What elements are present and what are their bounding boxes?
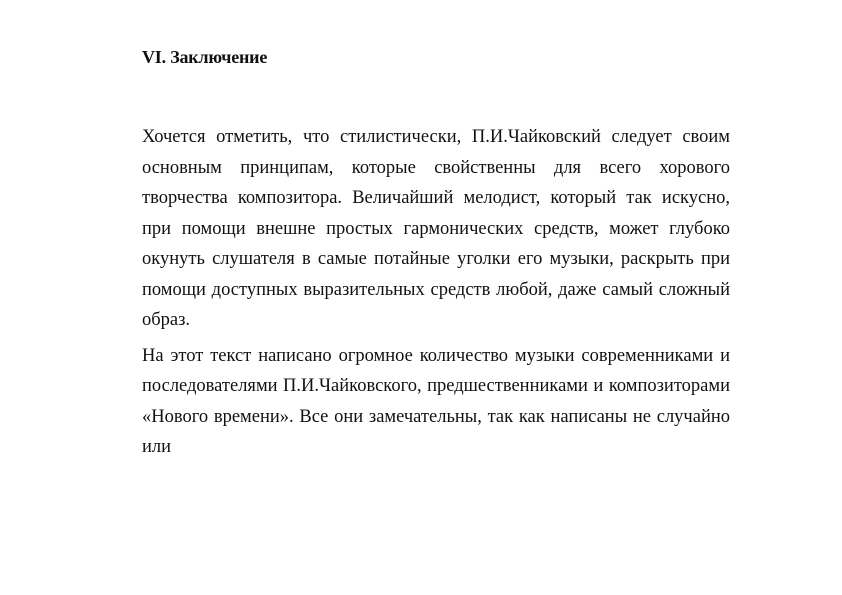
paragraph-settings: На этот текст написано огромное количество музыки современниками и последователями П.И.Чайковского, предшественниками и композиторами «Нового времени». Все они замечательны, так как написаны не случайно или	[142, 345, 730, 457]
page-content	[142, 44, 730, 463]
section-heading: VI. Заключение	[142, 47, 268, 67]
paragraph-conclusion: Хочется отметить, что стилистически, П.И.Чайковский следует своим основным принципам, которые свойственны для всего хорового творчества композитора. Величайший мелодист, который так искусно, при помощи внешне простых гармонических средств, может глубоко окунуть слушателя в самые потайные уголки его музыки, раскрыть при помощи доступных выразительных средств любой, даже самый сложный образ.	[142, 127, 730, 330]
